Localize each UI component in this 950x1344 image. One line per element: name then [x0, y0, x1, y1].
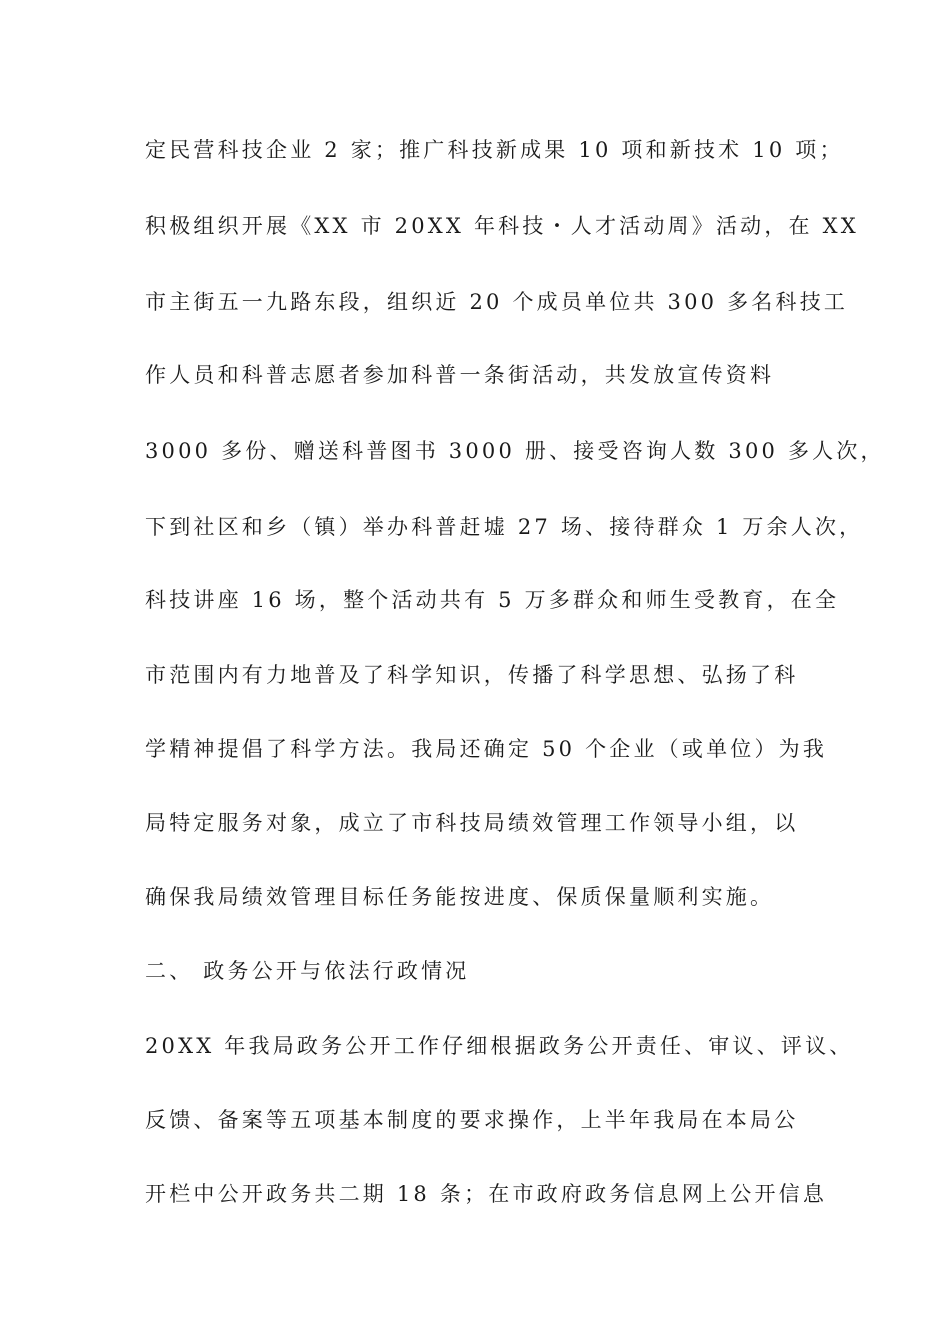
- body-text-line: 下到社区和乡（镇）举办科普赶墟 27 场、接待群众 1 万余人次，: [145, 515, 864, 539]
- body-text-line: 20XX 年我局政务公开工作仔细根据政务公开责任、审议、评议、: [145, 1034, 854, 1058]
- body-text-line: 开栏中公开政务共二期 18 条；在市政府政务信息网上公开信息: [145, 1182, 828, 1206]
- body-text-line: 学精神提倡了科学方法。我局还确定 50 个企业（或单位）为我: [145, 737, 828, 761]
- body-text-line: 反馈、备案等五项基本制度的要求操作，上半年我局在本局公: [145, 1108, 799, 1132]
- body-text-line: 市主街五一九路东段，组织近 20 个成员单位共 300 多名科技工: [145, 290, 849, 314]
- body-text-line: 定民营科技企业 2 家；推广科技新成果 10 项和新技术 10 项；: [145, 138, 844, 162]
- body-text-line: 积极组织开展《XX 市 20XX 年科技・人才活动周》活动，在 XX: [145, 214, 859, 238]
- section-heading: 二、 政务公开与依法行政情况: [145, 959, 470, 983]
- body-text-line: 3000 多份、赠送科普图书 3000 册、接受咨询人数 300 多人次，: [145, 439, 885, 463]
- body-text-line: 局特定服务对象，成立了市科技局绩效管理工作领导小组，以: [145, 811, 799, 835]
- body-text-line: 市范围内有力地普及了科学知识，传播了科学思想、弘扬了科: [145, 663, 799, 687]
- body-text-line: 作人员和科普志愿者参加科普一条街活动，共发放宣传资料: [145, 363, 775, 387]
- body-text-line: 确保我局绩效管理目标任务能按进度、保质保量顺利实施。: [145, 885, 775, 909]
- body-text-line: 科技讲座 16 场，整个活动共有 5 万多群众和师生受教育，在全: [145, 588, 840, 612]
